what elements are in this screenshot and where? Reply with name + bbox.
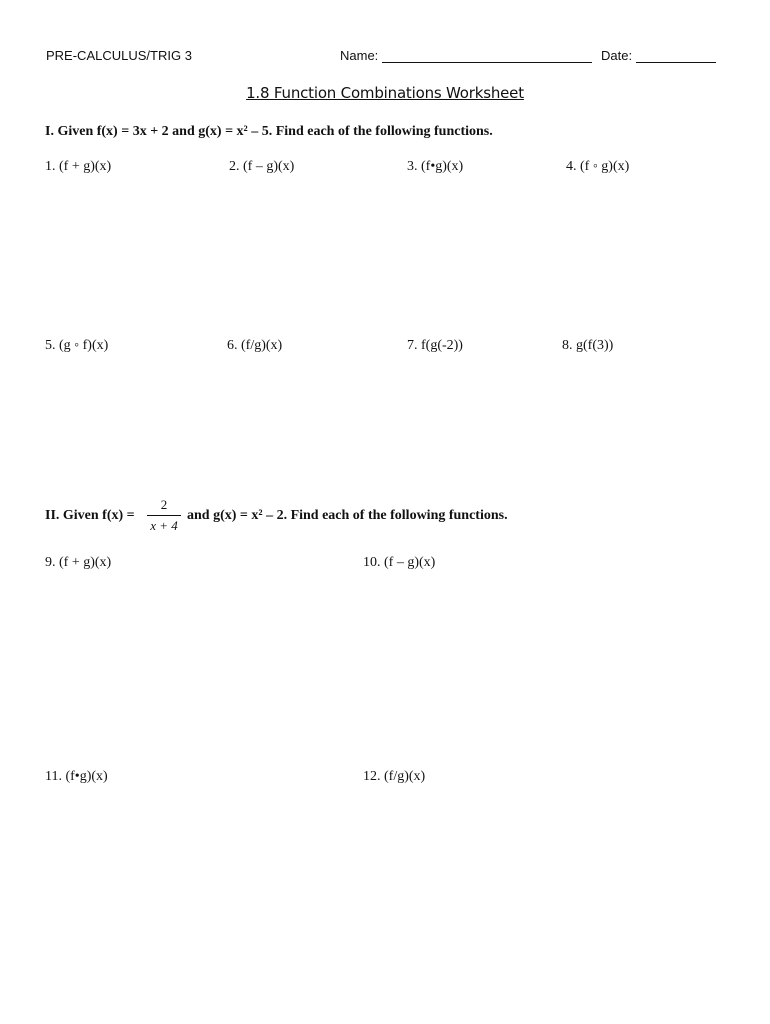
- name-field-group: [340, 48, 592, 63]
- fraction-denominator: x + 4: [150, 518, 178, 533]
- problem-11: 11. (f•g)(x): [45, 769, 108, 784]
- problem-1: 1. (f + g)(x): [45, 159, 112, 174]
- date-field-group: [601, 48, 716, 63]
- problem-12: 12. (f/g)(x): [363, 769, 426, 784]
- name-label: Name:: [340, 48, 379, 63]
- problem-3: 3. (f•g)(x): [407, 159, 464, 174]
- problem-7: 7. f(g(-2)): [407, 338, 463, 353]
- problem-9: 9. (f + g)(x): [45, 555, 112, 570]
- problem-8: 8. g(f(3)): [562, 338, 614, 353]
- worksheet-title: 1.8 Function Combinations Worksheet: [246, 84, 524, 102]
- date-blank[interactable]: [636, 48, 716, 63]
- problem-10: 10. (f – g)(x): [363, 555, 436, 570]
- fraction-numerator: 2: [160, 497, 168, 512]
- part2-fraction: [144, 497, 184, 534]
- problem-5: 5. (g ◦ f)(x): [45, 338, 109, 353]
- course-label: PRE-CALCULUS/TRIG 3: [46, 48, 192, 63]
- problem-6: 6. (f/g)(x): [227, 338, 283, 353]
- problem-2: 2. (f – g)(x): [229, 159, 295, 174]
- part1-instruction: I. Given f(x) = 3x + 2 and g(x) = x² – 5. Find each of the following functions.: [45, 124, 493, 139]
- date-label: Date:: [601, 48, 633, 63]
- name-blank[interactable]: [382, 48, 592, 63]
- part2-instruction-suffix: and g(x) = x² – 2. Find each of the following functions.: [187, 508, 508, 523]
- part2-instruction-prefix: II. Given f(x) =: [45, 508, 135, 523]
- problem-4: 4. (f ◦ g)(x): [566, 159, 630, 174]
